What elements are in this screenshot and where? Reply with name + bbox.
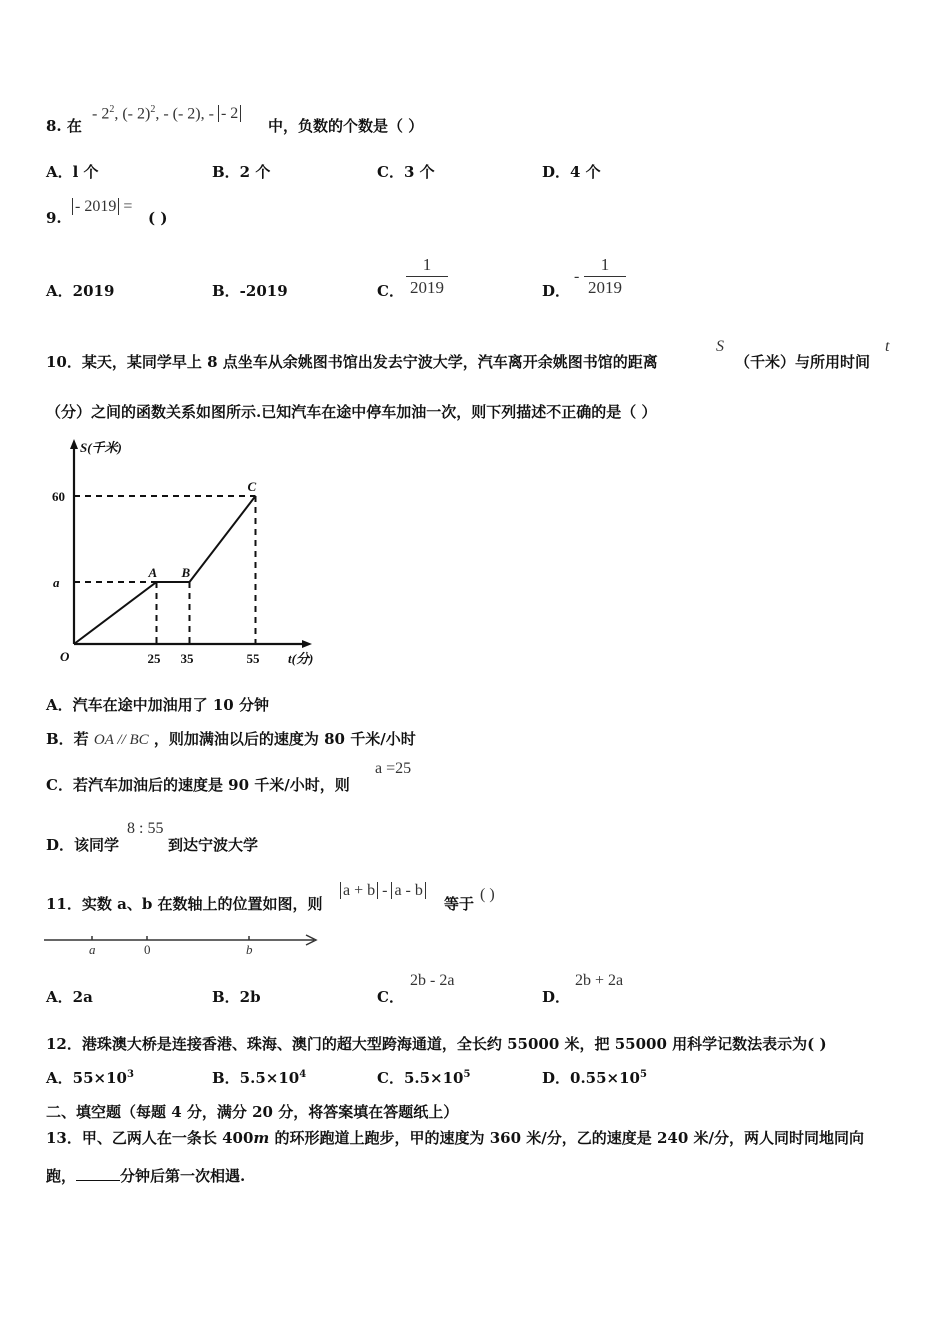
q9-d-denominator: 2019 <box>588 278 622 297</box>
q12-a-base: A．55×10 <box>46 1069 127 1087</box>
q10-option-c: C．若汽车加油后的速度是 90 千米/小时，则 <box>46 776 350 794</box>
q9-c-denominator: 2019 <box>410 278 444 297</box>
q11-number-line <box>44 930 324 960</box>
point-label-b: B <box>181 565 191 580</box>
q10-c-math: a =25 <box>375 760 412 777</box>
q9-paren: ( ) <box>148 209 168 227</box>
q10-unit-s: （千米）与所用时间 <box>735 353 871 371</box>
q9-option-c-label: C． <box>377 282 404 300</box>
q8-option-b: B．2 个 <box>212 163 271 181</box>
q12-option-c <box>377 1067 470 1088</box>
q12-c-exp: 5 <box>463 1069 471 1080</box>
q11-expr1: a + b <box>340 882 378 899</box>
point-label-c: C <box>247 479 257 494</box>
q11-post: 等于 <box>444 895 475 913</box>
q8-expr-5: - 2 <box>218 105 241 122</box>
q10-var-t: t <box>885 338 890 355</box>
q11-option-c-math: 2b - 2a <box>410 972 455 989</box>
q11-expr2: a - b <box>391 882 425 899</box>
q10-d-math: 8 : 55 <box>127 820 164 837</box>
q9-c-fraction-bar <box>406 276 448 277</box>
q8-expr-1: 2 <box>109 104 115 115</box>
q9-d-numerator: 1 <box>600 255 610 274</box>
q9-abs-value: - 2019 <box>72 198 119 215</box>
y-axis-label: S(千米) <box>80 440 122 455</box>
q9-option-a: A．2019 <box>46 282 115 300</box>
q9-number: 9. <box>46 209 62 227</box>
q12-d-base: D．0.55×10 <box>542 1069 640 1087</box>
q10-b-post: ，则加满油以后的速度为 80 千米/小时 <box>153 730 416 748</box>
q12-option-a <box>46 1067 134 1088</box>
q9-d-fraction-bar <box>584 276 626 277</box>
q8-expr-0: - 2 <box>92 105 110 123</box>
q13-unit-m: m <box>253 1129 270 1147</box>
q11-option-d-label: D． <box>542 988 571 1006</box>
q8-number: 8. <box>46 117 62 135</box>
q12-b-exp: 4 <box>299 1069 307 1080</box>
q8-stem <box>46 115 82 136</box>
q11-option-a: A．2a <box>46 988 93 1006</box>
origin-label: O <box>60 649 70 664</box>
q13-answer-blank[interactable] <box>76 1166 120 1181</box>
q11-option-b: B．2b <box>212 988 261 1006</box>
x-tick-label-25: 25 <box>147 651 161 666</box>
label-b: b <box>246 942 253 957</box>
q12-a-exp: 3 <box>126 1069 134 1080</box>
q12-text: 12．港珠澳大桥是连接香港、珠海、澳门的超大型跨海通道，全长约 55000 米，把 55000 用科学记数法表示为( ) <box>46 1035 827 1053</box>
q13-line1-post: 的环形跑道上跑步，甲的速度为 360 米/分，乙的速度是 240 米/分，两人同时同地同向 <box>269 1129 864 1147</box>
q12-b-base: B．5.5×10 <box>212 1069 300 1087</box>
q10-distance-time-graph <box>50 435 340 670</box>
q8-option-a: A．l 个 <box>46 163 99 181</box>
q10-line2: （分）之间的函数关系如图所示.已知汽车在途中停车加油一次，则下列描述不正确的是（ ） <box>46 403 657 421</box>
q10-option-d-pre: D．该同学 <box>46 836 120 854</box>
q12-d-exp: 5 <box>639 1069 647 1080</box>
q11-option-c-label: C． <box>377 988 404 1006</box>
q9-option-c-fraction <box>406 255 448 298</box>
q10-option-d-post: 到达宁波大学 <box>168 836 259 854</box>
x-tick-label-35: 35 <box>180 651 194 666</box>
section2-title: 二、填空题（每题 4 分，满分 20 分，将答案填在答题纸上） <box>46 1103 459 1121</box>
q9-equals: = <box>123 198 133 215</box>
q10-b-math: OA // BC <box>93 732 149 748</box>
q9-option-b: B．-2019 <box>212 282 288 300</box>
q9-c-numerator: 1 <box>422 255 432 274</box>
q10-b-pre: B．若 <box>46 730 89 748</box>
q13-line1-pre: 13．甲、乙两人在一条长 400 <box>46 1129 254 1147</box>
q10-line1: 10．某天，某同学早上 8 点坐车从余姚图书馆出发去宁波大学，汽车离开余姚图书馆的距离 <box>46 353 658 371</box>
q9-expression <box>72 198 132 216</box>
q8-option-c: C．3 个 <box>377 163 435 181</box>
point-label-a: A <box>148 565 158 580</box>
q10-var-s: S <box>716 338 724 355</box>
label-0: 0 <box>144 942 151 957</box>
q11-text: 11．实数 a、b 在数轴上的位置如图，则 <box>46 895 323 913</box>
q8-expr-4: , - (- 2), - <box>155 105 218 123</box>
q8-expression <box>92 104 241 123</box>
q12-option-d <box>542 1067 647 1088</box>
label-a: a <box>89 942 96 957</box>
q13-line2-pre: 跑， <box>46 1167 77 1185</box>
q13-line2 <box>46 1165 245 1186</box>
q9-option-d-label: D． <box>542 282 571 300</box>
q11-paren: ( ) <box>480 886 495 903</box>
y-tick-label-a: a <box>53 575 60 590</box>
q8-option-d: D．4 个 <box>542 163 601 181</box>
q13-line1 <box>46 1127 864 1148</box>
y-tick-label-60: 60 <box>52 489 65 504</box>
q11-option-d-math: 2b + 2a <box>575 972 624 989</box>
q9-d-sign: - <box>574 268 580 285</box>
q10-option-b <box>46 728 416 749</box>
q9-option-d-fraction <box>584 255 626 298</box>
q12-option-b <box>212 1067 306 1088</box>
q12-c-base: C．5.5×10 <box>377 1069 464 1087</box>
q8-expr-3: 2 <box>150 104 156 115</box>
graph-polyline <box>74 496 256 644</box>
q8-pre: 在 <box>66 117 82 135</box>
q10-option-a: A．汽车在途中加油用了 10 分钟 <box>46 696 269 714</box>
q11-expression <box>340 882 426 900</box>
x-axis-arrow <box>302 640 312 648</box>
q8-post: 中，负数的个数是（ ） <box>268 117 424 135</box>
x-tick-label-55: 55 <box>246 651 260 666</box>
q8-expr-2: , (- 2) <box>114 105 151 123</box>
q13-line2-post: 分钟后第一次相遇. <box>120 1167 246 1185</box>
y-axis-arrow <box>70 439 78 449</box>
q11-minus: - <box>382 882 388 899</box>
x-axis-label: t(分) <box>288 651 314 666</box>
